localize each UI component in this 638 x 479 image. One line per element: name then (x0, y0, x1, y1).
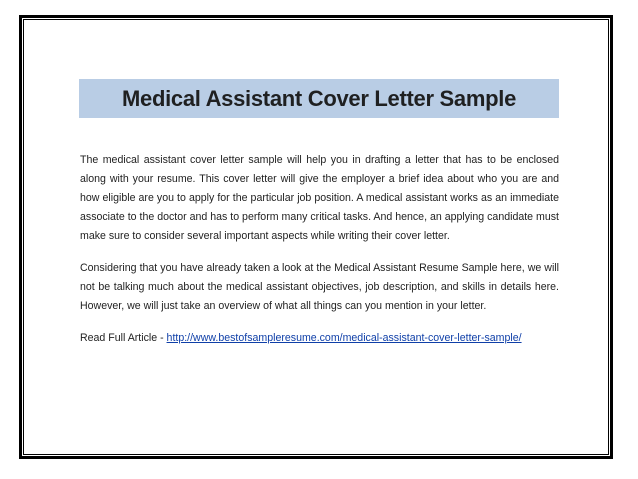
read-more-line (80, 329, 559, 348)
read-more-label: Read Full Article - (80, 332, 167, 344)
title-banner (79, 79, 559, 118)
paragraph-overview: Considering that you have already taken a look at the Medical Assistant Resume Sample here, we will not be talking much about the medical assistant objectives, job description, and skills in details here. However, we will just take an overview of what all things can you mention in your letter. (80, 262, 559, 312)
article-body (80, 151, 559, 361)
paragraph-intro: The medical assistant cover letter sample will help you in drafting a letter that has to be enclosed along with your resume. This cover letter will give the employer a brief idea about who you are and how eligible are you to apply for the particular job position. A medical assistant works as an immediate associate to the doctor and has to perform many critical tasks. And hence, an applying candidate must make sure to consider several important aspects while writing their cover letter. (80, 154, 559, 242)
article-link[interactable]: http://www.bestofsampleresume.com/medical-assistant-cover-letter-sample/ (166, 332, 522, 344)
page-title: Medical Assistant Cover Letter Sample (122, 85, 516, 111)
